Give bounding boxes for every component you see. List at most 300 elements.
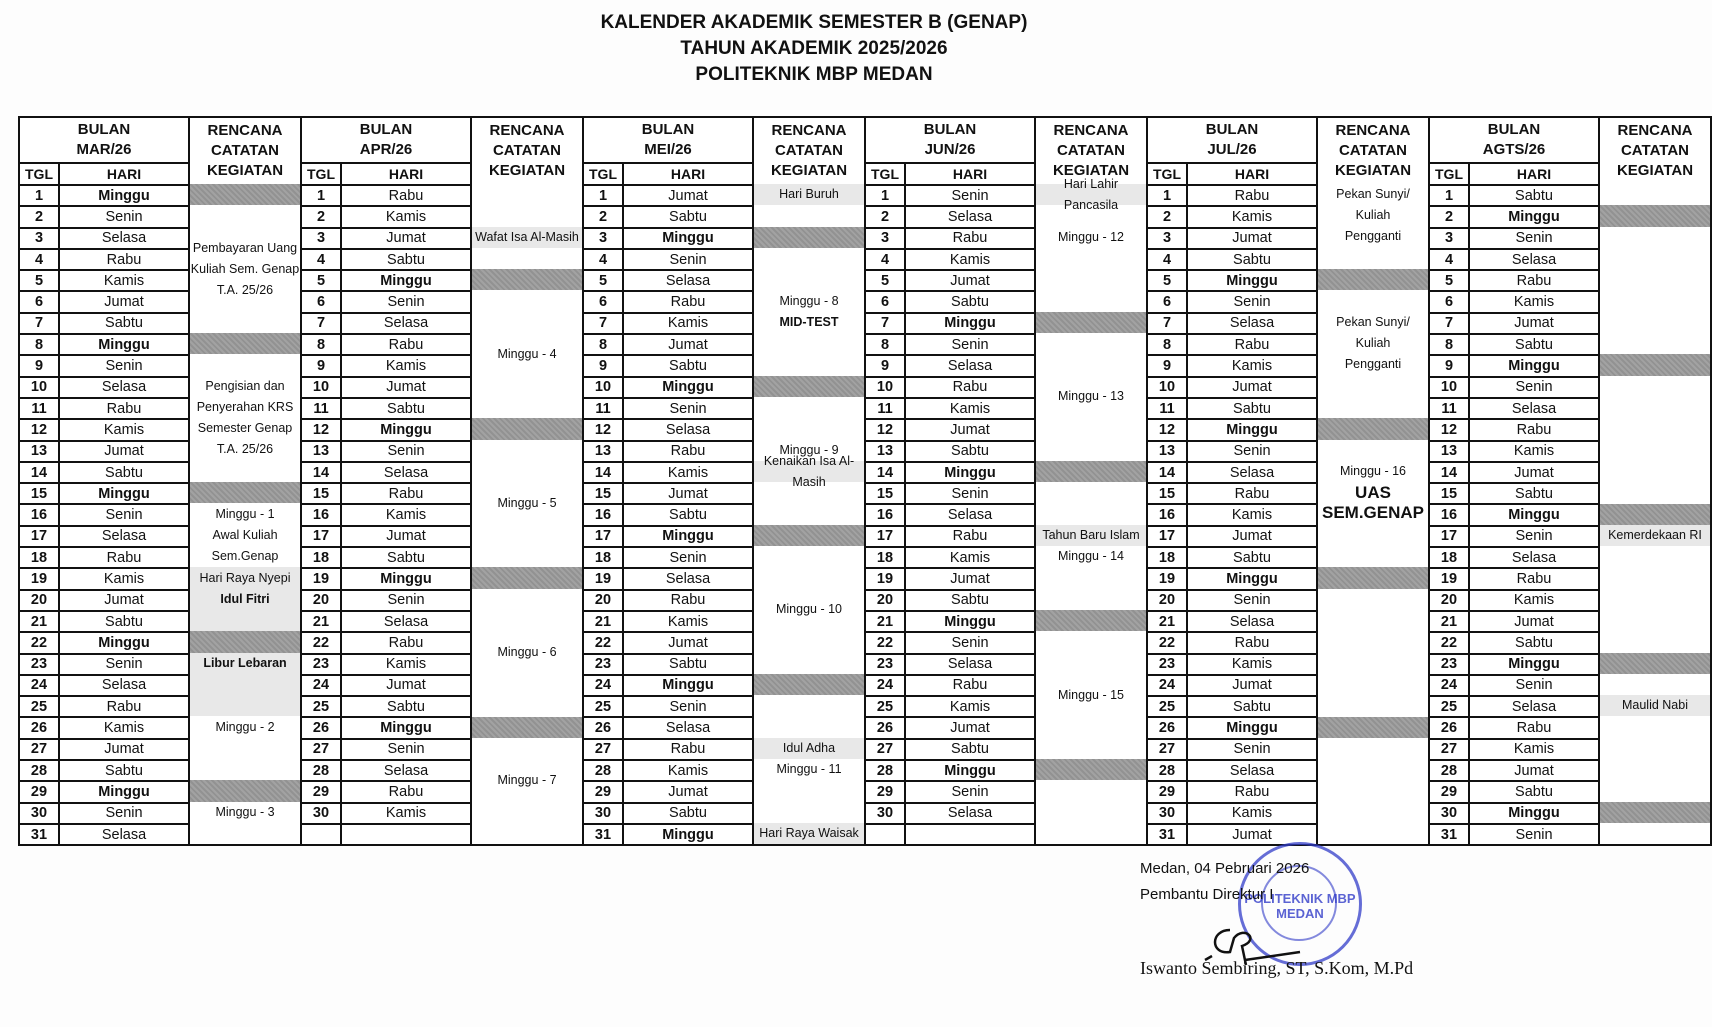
month-body xyxy=(1430,184,1710,844)
day-name: Jumat xyxy=(668,187,708,204)
month-name xyxy=(1148,118,1316,164)
day-name: Kamis xyxy=(103,421,145,438)
title-line-2: TAHUN AKADEMIK 2025/2026 xyxy=(680,38,948,59)
activity-note xyxy=(190,717,300,738)
day-row xyxy=(1430,631,1598,652)
day-number: 20 xyxy=(302,591,342,610)
note-line: Kemerdekaan RI xyxy=(1608,527,1702,542)
day-row xyxy=(584,440,752,461)
day-row xyxy=(302,290,470,311)
month-header xyxy=(20,118,300,184)
day-number: 20 xyxy=(1148,591,1188,610)
day-name: Kamis xyxy=(667,762,709,779)
hari-header: HARI xyxy=(388,166,424,182)
day-name: Jumat xyxy=(1514,762,1554,779)
day-row xyxy=(866,312,1034,333)
note-line: Kuliah Sem. Genap xyxy=(190,261,300,276)
day-row xyxy=(866,759,1034,780)
activity-note xyxy=(754,738,864,759)
day-name: Jumat xyxy=(668,634,708,651)
day-row xyxy=(584,461,752,482)
day-number: 25 xyxy=(1430,697,1470,716)
day-number: 28 xyxy=(584,761,624,780)
day-name: Kamis xyxy=(1513,294,1555,311)
month-name xyxy=(302,118,470,164)
month-columns xyxy=(1430,164,1598,184)
day-name: Minggu xyxy=(944,315,996,332)
day-number: 10 xyxy=(1430,378,1470,397)
day-number: 14 xyxy=(584,463,624,482)
day-name: Senin xyxy=(951,187,989,204)
notes-column xyxy=(1600,184,1710,844)
day-row xyxy=(20,546,188,567)
day-name: Sabtu xyxy=(105,464,143,481)
activity-note xyxy=(1036,333,1146,461)
tgl-header: TGL xyxy=(20,164,60,184)
day-name: Minggu xyxy=(1226,570,1278,587)
day-row xyxy=(1148,695,1316,716)
day-row xyxy=(20,780,188,801)
day-number: 23 xyxy=(302,655,342,674)
day-row xyxy=(20,376,188,397)
day-row xyxy=(1148,333,1316,354)
day-number: 30 xyxy=(584,804,624,823)
day-name: Jumat xyxy=(950,720,990,737)
day-number: 22 xyxy=(1430,633,1470,652)
day-name: Kamis xyxy=(667,315,709,332)
day-row xyxy=(584,716,752,737)
day-name: Jumat xyxy=(950,421,990,438)
activity-note xyxy=(1036,205,1146,269)
signer-name: Iswanto Sembiring, ST, S.Kom, M.Pd xyxy=(1140,958,1414,978)
day-row xyxy=(20,567,188,588)
day-name: Minggu xyxy=(662,230,714,247)
rencana-header xyxy=(472,118,582,184)
day-number: 11 xyxy=(866,399,906,418)
day-number: 7 xyxy=(866,314,906,333)
day-row xyxy=(584,290,752,311)
day-row xyxy=(1148,674,1316,695)
day-number: 23 xyxy=(1148,655,1188,674)
day-row xyxy=(866,440,1034,461)
day-row xyxy=(584,227,752,248)
note-line: Idul Fitri xyxy=(220,591,270,606)
day-row xyxy=(1430,248,1598,269)
day-number: 14 xyxy=(1430,463,1470,482)
day-row xyxy=(302,631,470,652)
month-block xyxy=(582,118,864,844)
note-line: Pengganti xyxy=(1344,357,1402,372)
bulan-label: BULAN xyxy=(77,121,131,138)
bulan-label: BULAN xyxy=(1205,121,1259,138)
day-number: 17 xyxy=(302,527,342,546)
day-number: 26 xyxy=(584,718,624,737)
month-block xyxy=(20,118,300,844)
day-name: Kamis xyxy=(385,208,427,225)
day-row xyxy=(20,290,188,311)
note-line: Pengganti xyxy=(1344,229,1402,244)
day-number: 2 xyxy=(1148,207,1188,226)
rencana-line: KEGIATAN xyxy=(770,162,848,179)
activity-note xyxy=(1600,525,1710,546)
rencana-line: CATATAN xyxy=(774,142,844,159)
activity-note xyxy=(1318,184,1428,248)
day-row xyxy=(302,312,470,333)
day-number: 23 xyxy=(584,655,624,674)
rencana-line: KEGIATAN xyxy=(1334,162,1412,179)
month-name xyxy=(866,118,1034,164)
rencana-header xyxy=(1318,118,1428,184)
day-name: Rabu xyxy=(1234,634,1270,651)
day-name: Senin xyxy=(387,592,425,609)
day-name: Senin xyxy=(669,400,707,417)
day-name: Minggu xyxy=(1226,272,1278,289)
day-row xyxy=(302,269,470,290)
day-number: 26 xyxy=(20,718,60,737)
day-row xyxy=(20,227,188,248)
day-name: Senin xyxy=(1233,294,1271,311)
hari-header: HARI xyxy=(106,166,142,182)
day-name: Selasa xyxy=(665,272,711,289)
day-row xyxy=(302,333,470,354)
sunday-shade xyxy=(472,418,582,439)
note-line: Minggu - 13 xyxy=(1057,389,1124,404)
day-name: Sabtu xyxy=(1515,783,1553,800)
day-name: Senin xyxy=(105,358,143,375)
day-name: Sabtu xyxy=(105,613,143,630)
day-row xyxy=(302,567,470,588)
day-number: 23 xyxy=(20,655,60,674)
note-line: Hari Raya Nyepi xyxy=(199,570,291,585)
day-row xyxy=(20,716,188,737)
day-number: 11 xyxy=(1430,399,1470,418)
day-number: 15 xyxy=(302,484,342,503)
rencana-header xyxy=(1600,118,1710,184)
day-name: Minggu xyxy=(98,336,150,353)
day-name: Senin xyxy=(1515,528,1553,545)
day-name: Minggu xyxy=(1508,208,1560,225)
day-name: Rabu xyxy=(1516,720,1552,737)
day-name: Selasa xyxy=(383,315,429,332)
tgl-header: TGL xyxy=(1430,164,1470,184)
day-name: Kamis xyxy=(1231,208,1273,225)
day-row xyxy=(1430,397,1598,418)
day-name: Selasa xyxy=(101,826,147,843)
day-number: 23 xyxy=(1430,655,1470,674)
day-number: 9 xyxy=(1430,356,1470,375)
day-row xyxy=(584,248,752,269)
day-row xyxy=(20,354,188,375)
day-name: Senin xyxy=(105,805,143,822)
day-row xyxy=(1148,440,1316,461)
day-number: 22 xyxy=(1148,633,1188,652)
day-row xyxy=(866,780,1034,801)
day-name: Kamis xyxy=(385,656,427,673)
day-number: 15 xyxy=(584,484,624,503)
day-row xyxy=(866,205,1034,226)
day-row xyxy=(584,802,752,823)
day-row xyxy=(866,738,1034,759)
day-number: 3 xyxy=(584,229,624,248)
day-name: Rabu xyxy=(388,336,424,353)
day-row xyxy=(20,610,188,631)
day-row xyxy=(1430,440,1598,461)
hari-header: HARI xyxy=(952,166,988,182)
day-number: 21 xyxy=(1430,612,1470,631)
day-name: Jumat xyxy=(1514,464,1554,481)
sunday-shade xyxy=(754,525,864,546)
day-row xyxy=(1430,653,1598,674)
sunday-shade xyxy=(754,376,864,397)
day-number: 18 xyxy=(866,548,906,567)
month-label: MAR/26 xyxy=(76,141,132,158)
day-name: Minggu xyxy=(662,528,714,545)
note-line: Pekan Sunyi/ xyxy=(1336,315,1410,330)
day-row xyxy=(1430,354,1598,375)
activity-note xyxy=(472,291,582,419)
day-name: Jumat xyxy=(386,379,426,396)
day-number: 26 xyxy=(302,718,342,737)
day-row xyxy=(302,205,470,226)
day-name: Minggu xyxy=(1508,507,1560,524)
note-line: Pekan Sunyi/ xyxy=(1336,187,1410,202)
month-block xyxy=(300,118,582,844)
day-number: 8 xyxy=(1430,335,1470,354)
day-row xyxy=(302,482,470,503)
day-number: 17 xyxy=(1430,527,1470,546)
day-row xyxy=(1148,759,1316,780)
day-row xyxy=(866,823,1034,844)
day-name: Kamis xyxy=(385,805,427,822)
day-name: Sabtu xyxy=(387,549,425,566)
month-header xyxy=(302,118,582,184)
day-row xyxy=(1148,418,1316,439)
day-row xyxy=(1430,802,1598,823)
day-name: Selasa xyxy=(947,805,993,822)
day-number: 11 xyxy=(1148,399,1188,418)
day-number: 5 xyxy=(1148,271,1188,290)
day-name: Jumat xyxy=(1232,528,1272,545)
day-row xyxy=(866,290,1034,311)
day-name: Selasa xyxy=(383,613,429,630)
day-name: Sabtu xyxy=(105,762,143,779)
notes-column xyxy=(472,184,582,844)
activity-note xyxy=(190,802,300,823)
sunday-shade xyxy=(1036,610,1146,631)
day-name: Rabu xyxy=(106,698,142,715)
day-number: 12 xyxy=(584,420,624,439)
month-header-cell xyxy=(20,118,190,184)
day-row xyxy=(866,461,1034,482)
day-row xyxy=(584,184,752,205)
day-number: 29 xyxy=(584,782,624,801)
tgl-header: TGL xyxy=(584,164,624,184)
activity-note xyxy=(754,546,864,674)
day-number: 28 xyxy=(866,761,906,780)
day-name: Jumat xyxy=(1232,230,1272,247)
day-number: 14 xyxy=(1148,463,1188,482)
day-row xyxy=(1148,461,1316,482)
day-number: 13 xyxy=(584,442,624,461)
day-row xyxy=(302,440,470,461)
day-number: 1 xyxy=(302,186,342,205)
day-name: Jumat xyxy=(386,230,426,247)
day-row xyxy=(302,759,470,780)
month-header xyxy=(1148,118,1428,184)
note-line: Minggu - 2 xyxy=(215,719,275,734)
day-row xyxy=(1148,269,1316,290)
day-name: Minggu xyxy=(1226,421,1278,438)
day-name: Senin xyxy=(387,443,425,460)
day-row xyxy=(866,653,1034,674)
holiday-shade xyxy=(190,610,300,631)
sunday-shade xyxy=(1318,418,1428,439)
day-number: 9 xyxy=(584,356,624,375)
month-header xyxy=(584,118,864,184)
day-name: Rabu xyxy=(952,528,988,545)
day-name: Rabu xyxy=(670,294,706,311)
rencana-line: RENCANA xyxy=(771,122,847,139)
hari-header: HARI xyxy=(670,166,706,182)
day-number: 13 xyxy=(1430,442,1470,461)
notes-column xyxy=(190,184,300,844)
day-name: Selasa xyxy=(1229,464,1275,481)
day-name: Rabu xyxy=(1234,485,1270,502)
day-name: Rabu xyxy=(1516,272,1552,289)
day-number: 1 xyxy=(20,186,60,205)
day-number: 18 xyxy=(1430,548,1470,567)
month-columns xyxy=(1148,164,1316,184)
day-number: 26 xyxy=(1148,718,1188,737)
day-number: 19 xyxy=(1148,569,1188,588)
day-name: Rabu xyxy=(670,443,706,460)
activity-note xyxy=(190,205,300,333)
activity-note xyxy=(1036,546,1146,567)
day-name: Senin xyxy=(387,294,425,311)
day-row xyxy=(1430,290,1598,311)
day-name: Sabtu xyxy=(1515,485,1553,502)
day-row xyxy=(20,461,188,482)
note-line: UAS xyxy=(1355,483,1391,503)
day-name: Senin xyxy=(1515,379,1553,396)
day-name: Minggu xyxy=(98,485,150,502)
day-row xyxy=(866,525,1034,546)
day-number: 10 xyxy=(1148,378,1188,397)
day-name: Jumat xyxy=(1514,613,1554,630)
day-row xyxy=(1148,567,1316,588)
day-row xyxy=(302,674,470,695)
day-number: 18 xyxy=(20,548,60,567)
day-row xyxy=(1148,312,1316,333)
day-row xyxy=(302,376,470,397)
month-header-cell xyxy=(866,118,1036,184)
day-row xyxy=(584,738,752,759)
day-name: Minggu xyxy=(1508,358,1560,375)
rencana-line: KEGIATAN xyxy=(1052,162,1130,179)
day-row xyxy=(20,674,188,695)
day-name: Rabu xyxy=(952,677,988,694)
day-name: Sabtu xyxy=(387,400,425,417)
day-number: 4 xyxy=(866,250,906,269)
day-row xyxy=(20,440,188,461)
day-name xyxy=(906,825,1034,844)
day-number: 9 xyxy=(20,356,60,375)
day-number: 19 xyxy=(584,569,624,588)
day-number: 5 xyxy=(302,271,342,290)
day-number: 12 xyxy=(20,420,60,439)
month-header-cell xyxy=(584,118,754,184)
day-row xyxy=(584,567,752,588)
day-name: Sabtu xyxy=(669,208,707,225)
day-number: 2 xyxy=(866,207,906,226)
day-number: 15 xyxy=(1430,484,1470,503)
bulan-label: BULAN xyxy=(1487,121,1541,138)
day-name: Rabu xyxy=(388,783,424,800)
day-number: 7 xyxy=(302,314,342,333)
day-row xyxy=(584,546,752,567)
month-columns xyxy=(20,164,188,184)
day-number: 13 xyxy=(866,442,906,461)
day-number: 3 xyxy=(866,229,906,248)
day-number: 16 xyxy=(302,505,342,524)
day-number: 27 xyxy=(1430,740,1470,759)
day-row xyxy=(1148,290,1316,311)
day-name: Rabu xyxy=(1516,421,1552,438)
day-number: 15 xyxy=(866,484,906,503)
day-name: Senin xyxy=(951,485,989,502)
day-row xyxy=(20,482,188,503)
day-row xyxy=(20,312,188,333)
day-row xyxy=(1430,482,1598,503)
day-number: 19 xyxy=(20,569,60,588)
day-name: Kamis xyxy=(949,400,991,417)
day-row xyxy=(1430,184,1598,205)
day-row xyxy=(584,312,752,333)
activity-note xyxy=(1318,312,1428,376)
day-name: Jumat xyxy=(104,443,144,460)
day-number: 7 xyxy=(584,314,624,333)
month-header xyxy=(1430,118,1710,184)
note-line: Minggu - 4 xyxy=(497,346,557,361)
stamp-text: POLITEKNIK MBP MEDAN xyxy=(1244,891,1356,921)
day-name: Rabu xyxy=(1516,570,1552,587)
day-name: Sabtu xyxy=(1233,698,1271,715)
note-line: Minggu - 3 xyxy=(215,804,275,819)
day-row xyxy=(1148,546,1316,567)
day-row xyxy=(584,525,752,546)
day-number: 13 xyxy=(1148,442,1188,461)
note-line: Idul Adha xyxy=(782,740,836,755)
day-row xyxy=(1148,589,1316,610)
day-number: 10 xyxy=(584,378,624,397)
day-row xyxy=(584,695,752,716)
day-name: Jumat xyxy=(386,528,426,545)
day-name: Kamis xyxy=(667,464,709,481)
day-row xyxy=(302,589,470,610)
activity-note xyxy=(754,823,864,844)
day-row xyxy=(1148,738,1316,759)
day-row xyxy=(20,738,188,759)
day-number: 20 xyxy=(20,591,60,610)
month-label: JUN/26 xyxy=(924,141,976,158)
bulan-label: BULAN xyxy=(923,121,977,138)
day-name: Rabu xyxy=(1234,336,1270,353)
day-number: 20 xyxy=(1430,591,1470,610)
note-line: Awal Kuliah xyxy=(212,527,278,542)
rencana-line: RENCANA xyxy=(207,122,283,139)
day-row xyxy=(1430,567,1598,588)
day-name: Minggu xyxy=(380,421,432,438)
